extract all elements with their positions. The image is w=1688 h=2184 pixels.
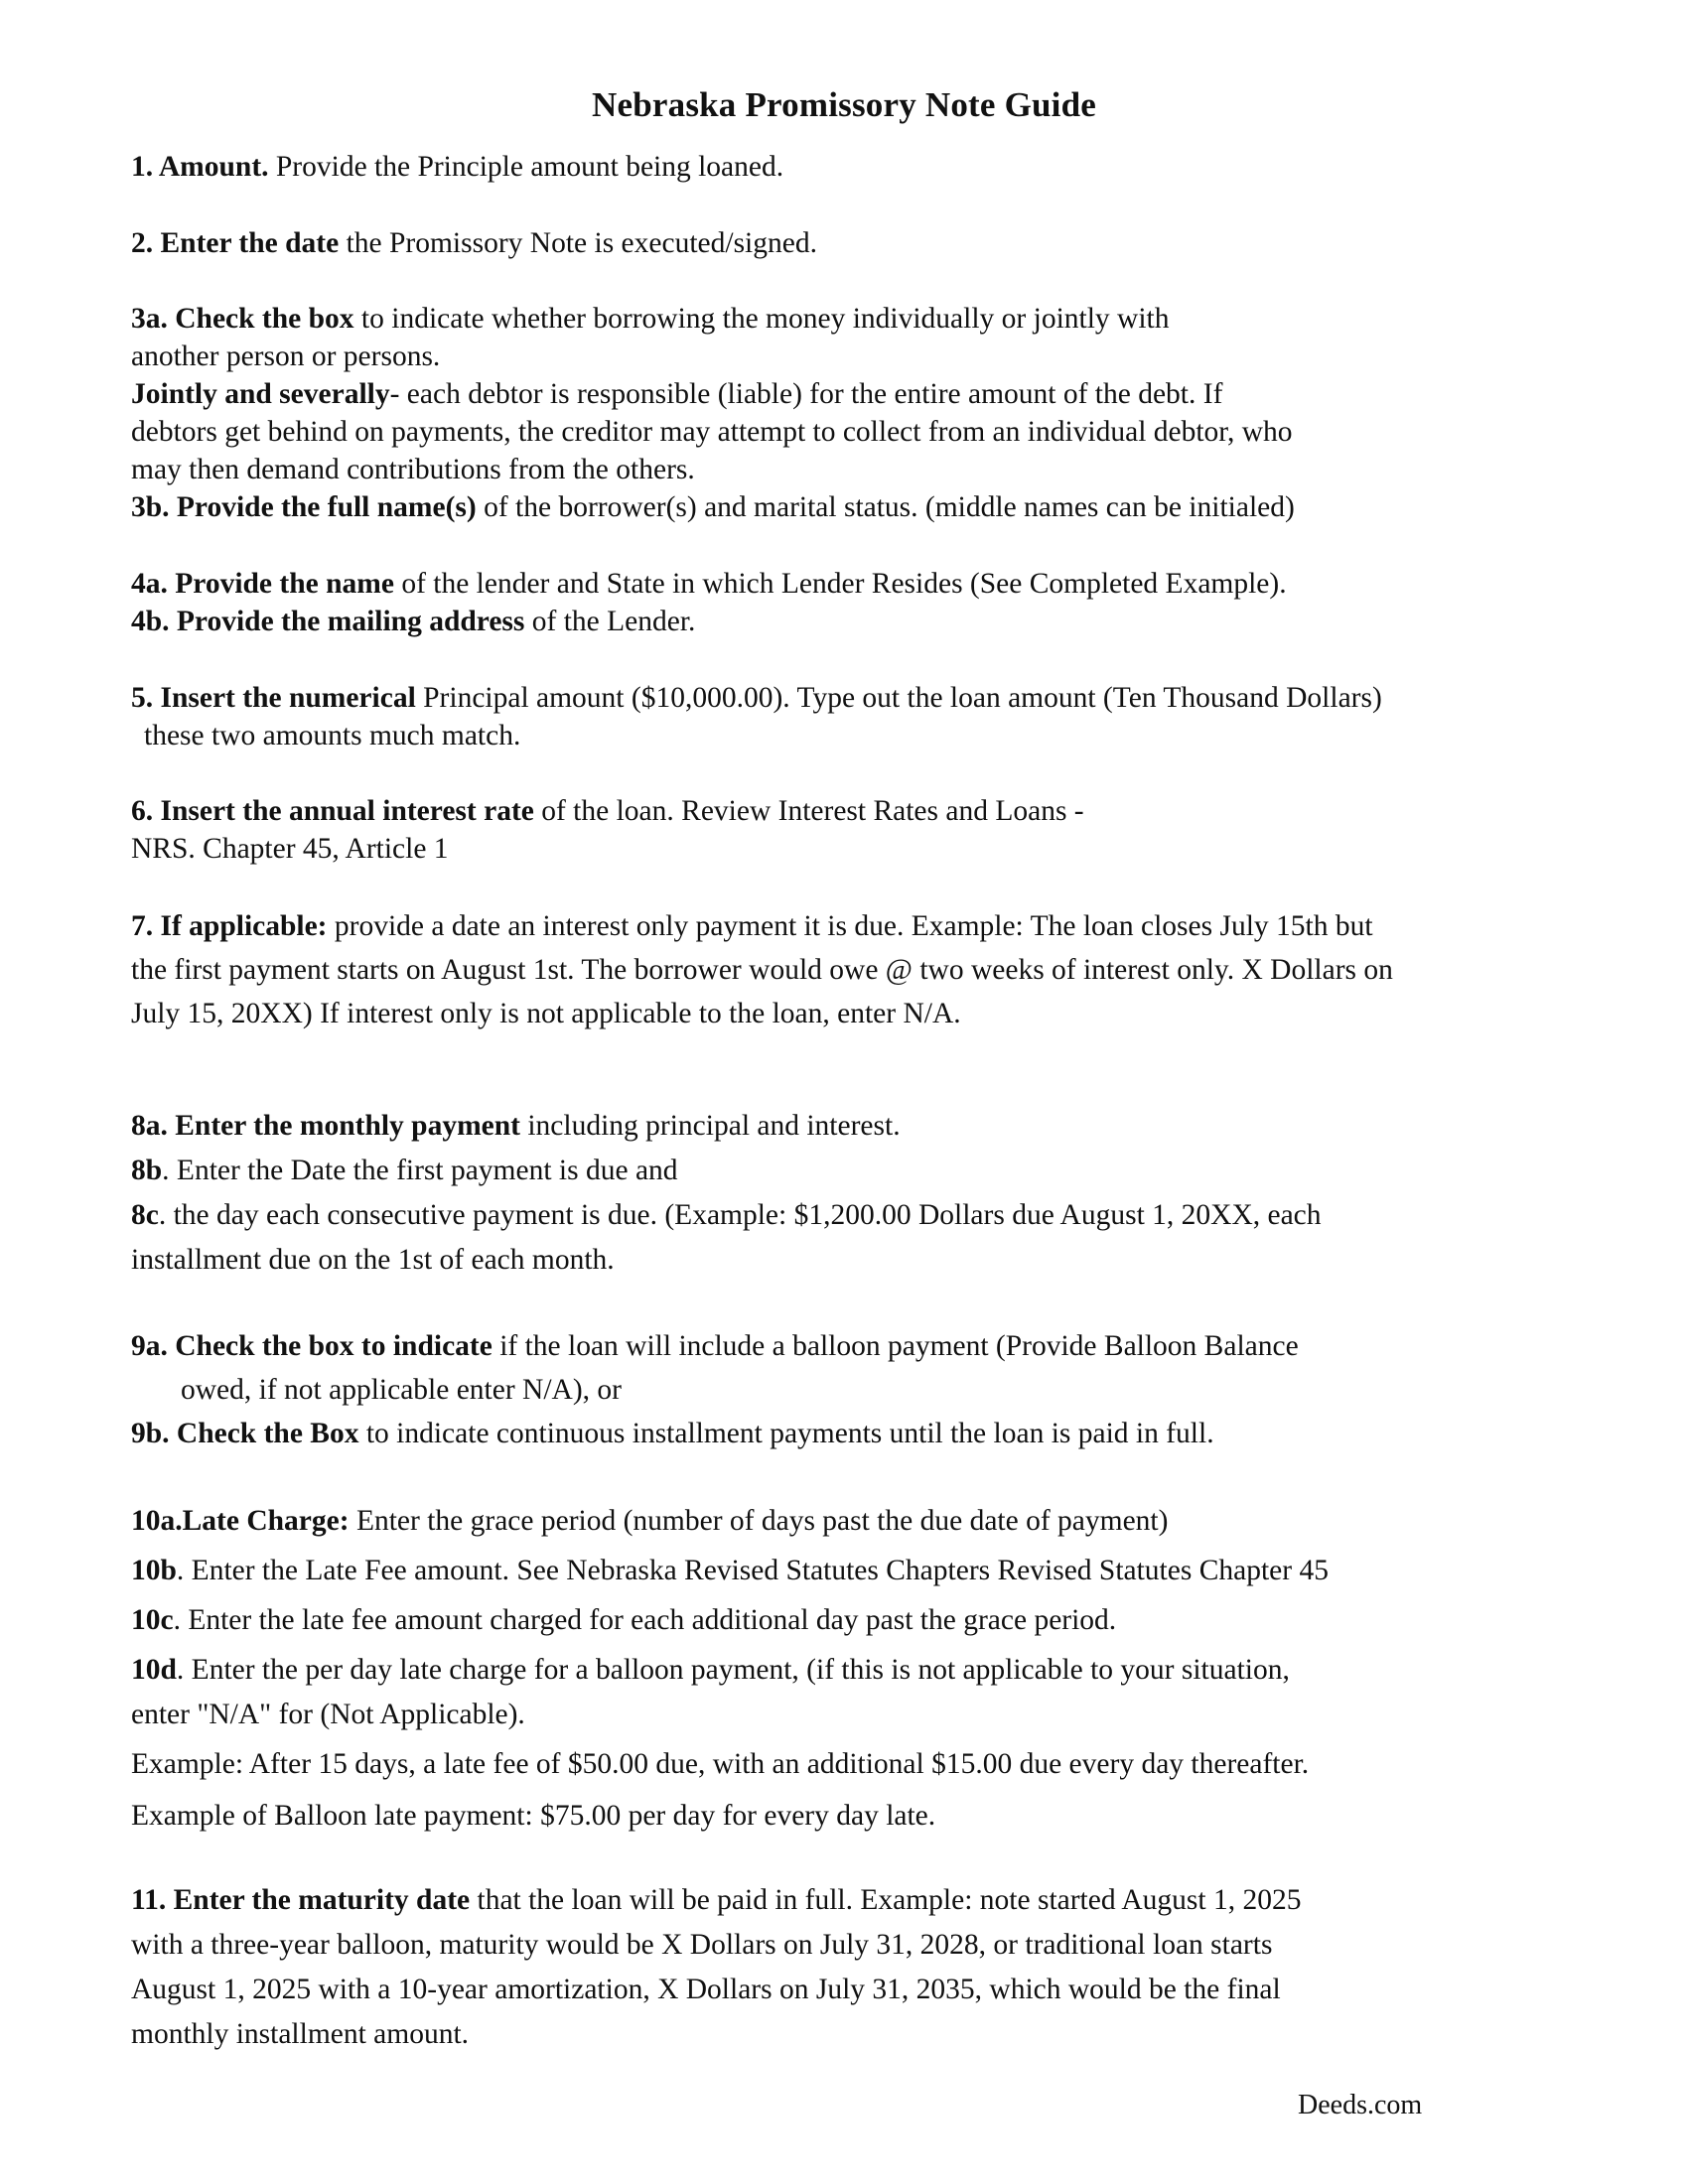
item-4b-mailing-address (131, 605, 695, 638)
item-9a-continuation: owed, if not applicable enter N/A), or (181, 1374, 622, 1406)
item-text: Principal amount ($10,000.00). Type out the loan amount (Ten Thousand Dollars) (415, 682, 1382, 714)
item-4a-lender-name (131, 567, 1287, 601)
balloon-late-example: Example of Balloon late payment: $75.00 per day for every day late. (131, 1800, 936, 1832)
item-10c-additional-day-fee (131, 1603, 1116, 1637)
item-text: - each debtor is responsible (liable) for the entire amount of the debt. If (389, 378, 1223, 410)
item-label: 3b. Provide the full name(s) (131, 491, 477, 523)
item-text: of the lender and State in which Lender Resides (See Completed Example). (393, 568, 1287, 600)
item-7-continuation-1: the first payment starts on August 1st. The borrower would owe @ two weeks of interest only. X Dollars on (131, 954, 1393, 986)
item-10d-continuation: enter "N/A" for (Not Applicable). (131, 1699, 525, 1730)
item-8a-monthly-payment (131, 1109, 901, 1143)
item-label: 5. Insert the numerical (131, 682, 416, 714)
item-3b-full-names (131, 490, 1295, 524)
item-1-amount (131, 150, 783, 184)
item-11-continuation-1: with a three-year balloon, maturity would be X Dollars on July 31, 2028, or traditional loan starts (131, 1929, 1273, 1961)
item-text: . Enter the late fee amount charged for each additional day past the grace period. (173, 1604, 1117, 1636)
item-text: to indicate continuous installment payments until the loan is paid in full. (358, 1418, 1214, 1449)
item-label: 8c (131, 1199, 159, 1231)
item-6-interest-rate (131, 794, 1084, 828)
page-title: Nebraska Promissory Note Guide (592, 85, 1096, 124)
item-label: 10d (131, 1654, 177, 1686)
item-5-continuation: these two amounts much match. (144, 720, 521, 751)
item-label: 10a.Late Charge: (131, 1505, 350, 1537)
footer-brand: Deeds.com (1298, 2090, 1423, 2120)
item-label: 1. Amount. (131, 151, 269, 183)
item-2-date (131, 226, 817, 260)
item-label: 11. Enter the maturity date (131, 1884, 471, 1916)
item-text: of the Lender. (524, 606, 696, 637)
item-text: of the loan. Review Interest Rates and Loans - (533, 795, 1084, 827)
jointly-severally-continuation-1: debtors get behind on payments, the creditor may attempt to collect from an individual debtor, who (131, 416, 1293, 448)
item-7-if-applicable (131, 909, 1373, 943)
item-text: . the day each consecutive payment is due. (Example: $1,200.00 Dollars due August 1, 20XX, each (158, 1199, 1322, 1231)
item-7-continuation-2: July 15, 20XX) If interest only is not applicable to the loan, enter N/A. (131, 998, 961, 1029)
jointly-severally-continuation-2: may then demand contributions from the others. (131, 454, 695, 485)
item-10a-late-charge (131, 1504, 1168, 1538)
item-label: 8b (131, 1155, 163, 1186)
item-label: 3a. Check the box (131, 303, 354, 335)
item-text: Provide the Principle amount being loaned. (268, 151, 784, 183)
item-text: Enter the grace period (number of days past the due date of payment) (349, 1505, 1169, 1537)
item-text: of the borrower(s) and marital status. (middle names can be initialed) (476, 491, 1295, 523)
jointly-severally-definition (131, 377, 1222, 411)
item-text: . Enter the Late Fee amount. See Nebraska Revised Statutes Chapters Revised Statutes Chapter 45 (176, 1555, 1329, 1586)
item-3a-check-box (131, 302, 1169, 336)
item-6-continuation: NRS. Chapter 45, Article 1 (131, 833, 449, 865)
item-9a-balloon-payment (131, 1329, 1299, 1363)
item-label: 4b. Provide the mailing address (131, 606, 525, 637)
item-text: if the loan will include a balloon payment (Provide Balloon Balance (492, 1330, 1299, 1362)
item-text: that the loan will be paid in full. Example: note started August 1, 2025 (470, 1884, 1302, 1916)
item-text: . Enter the per day late charge for a balloon payment, (if this is not applicable to your situation, (176, 1654, 1290, 1686)
item-label: 10c (131, 1604, 174, 1636)
item-label: Jointly and severally (131, 378, 390, 410)
item-text: including principal and interest. (519, 1110, 901, 1142)
item-label: 9a. Check the box to indicate (131, 1330, 492, 1362)
item-11-maturity-date (131, 1883, 1301, 1917)
item-11-continuation-3: monthly installment amount. (131, 2018, 470, 2050)
item-9b-continuous-installments (131, 1417, 1214, 1450)
item-8c-consecutive-payment (131, 1198, 1322, 1232)
item-11-continuation-2: August 1, 2025 with a 10-year amortization, X Dollars on July 31, 2035, which would be the final (131, 1974, 1281, 2005)
item-text: to indicate whether borrowing the money individually or jointly with (353, 303, 1170, 335)
item-text: the Promissory Note is executed/signed. (339, 227, 817, 259)
item-10b-late-fee (131, 1554, 1329, 1587)
item-label: 7. If applicable: (131, 910, 328, 942)
item-label: 2. Enter the date (131, 227, 340, 259)
item-10d-balloon-late-charge (131, 1653, 1290, 1687)
item-label: 9b. Check the Box (131, 1418, 359, 1449)
item-text: provide a date an interest only payment it is due. Example: The loan closes July 15th but (327, 910, 1373, 942)
item-8c-continuation: installment due on the 1st of each month. (131, 1244, 615, 1276)
item-8b-first-payment (131, 1154, 678, 1187)
item-label: 4a. Provide the name (131, 568, 394, 600)
item-label: 10b (131, 1555, 177, 1586)
item-5-numerical-amount (131, 681, 1382, 715)
late-fee-example: Example: After 15 days, a late fee of $50.00 due, with an additional $15.00 due every day thereafter. (131, 1748, 1310, 1780)
item-label: 6. Insert the annual interest rate (131, 795, 534, 827)
item-text: . Enter the Date the first payment is due and (162, 1155, 678, 1186)
item-label: 8a. Enter the monthly payment (131, 1110, 520, 1142)
item-3a-continuation: another person or persons. (131, 341, 441, 372)
